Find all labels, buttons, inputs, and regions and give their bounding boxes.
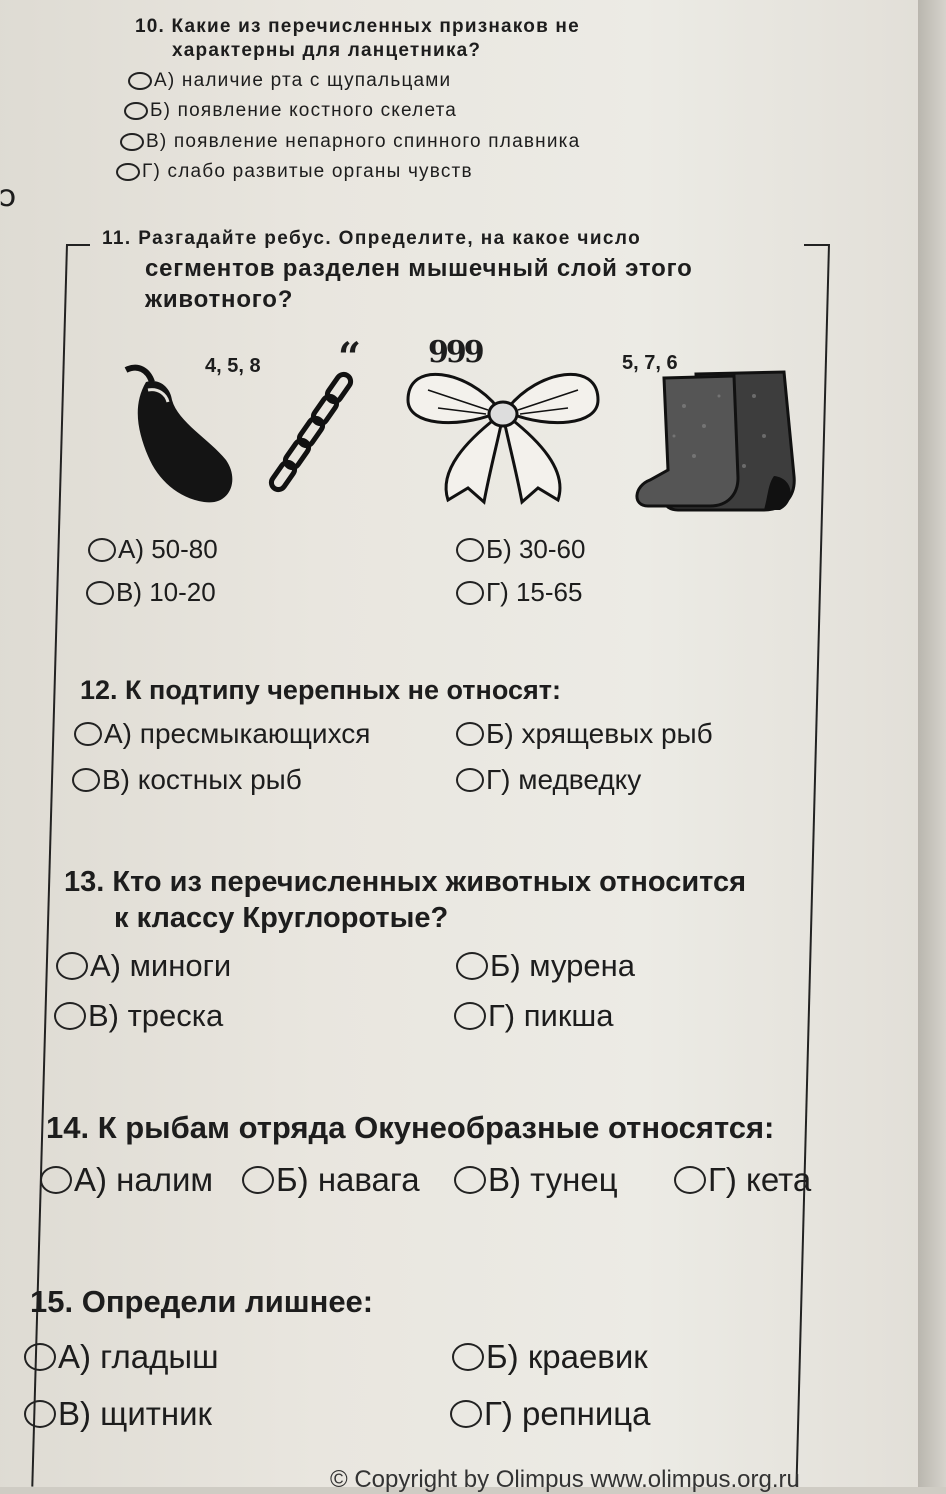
q14-title: 14. К рыбам отряда Окунеобразные относятся:	[46, 1110, 775, 1145]
rebus-clue-right: 5, 7, 6	[622, 352, 678, 374]
q15-option-c[interactable]	[24, 1395, 212, 1433]
q13-option-b[interactable]	[456, 948, 635, 984]
q13-option-b-label: Б) мурена	[490, 948, 635, 983]
q12-option-c-label: В) костных рыб	[102, 764, 302, 795]
radio-circle-icon[interactable]	[456, 538, 484, 562]
radio-circle-icon[interactable]	[72, 768, 100, 792]
q14-option-a-label: А) налим	[74, 1161, 214, 1198]
q13-option-c-label: В) треска	[88, 998, 224, 1033]
q10-option-d[interactable]	[116, 161, 473, 183]
q11-title-line2: сегментов разделен мышечный слой этого	[145, 255, 693, 282]
q12-option-d[interactable]	[456, 764, 641, 796]
q14-option-d[interactable]	[674, 1161, 811, 1199]
rebus-quote-close: 999	[428, 335, 482, 370]
radio-circle-icon[interactable]	[454, 1002, 486, 1030]
radio-circle-icon[interactable]	[456, 722, 484, 746]
q15-option-d-label: Г) репница	[484, 1395, 651, 1432]
radio-circle-icon[interactable]	[86, 581, 114, 605]
radio-circle-icon[interactable]	[452, 1343, 484, 1371]
q13-option-a[interactable]	[56, 948, 231, 984]
q11-option-b-label: Б) 30-60	[486, 534, 586, 564]
q11-option-b[interactable]	[456, 534, 585, 565]
radio-circle-icon[interactable]	[88, 538, 116, 562]
q10-title-line2: характерны для ланцетника?	[172, 40, 482, 61]
q10-option-d-label: Г) слабо развитые органы чувств	[142, 161, 473, 182]
radio-circle-icon[interactable]	[674, 1166, 706, 1194]
q11-option-d[interactable]	[456, 577, 582, 608]
q12-option-a-label: А) пресмыкающихся	[104, 718, 371, 749]
q10-option-c[interactable]	[120, 131, 580, 153]
q15-option-d[interactable]	[450, 1395, 651, 1433]
rebus-clue-left: 4, 5, 8	[205, 355, 261, 377]
q13-option-c[interactable]	[54, 998, 223, 1034]
q15-option-a[interactable]	[24, 1338, 219, 1376]
bow-icon	[398, 360, 608, 510]
q12-option-b-label: Б) хрящевых рыб	[486, 718, 713, 749]
radio-circle-icon[interactable]	[454, 1166, 486, 1194]
margin-mark: Ↄ	[0, 186, 16, 211]
radio-circle-icon[interactable]	[74, 722, 102, 746]
q15-option-c-label: В) щитник	[58, 1395, 212, 1432]
q13-option-d-label: Г) пикша	[488, 998, 614, 1033]
radio-circle-icon[interactable]	[40, 1166, 72, 1194]
radio-circle-icon[interactable]	[54, 1002, 86, 1030]
rebus-quote-open: “	[338, 334, 362, 381]
q13-title-line1: 13. Кто из перечисленных животных относится	[64, 866, 747, 898]
q10-title-line1: 10. Какие из перечисленных признаков не	[135, 16, 580, 37]
q15-option-b[interactable]	[452, 1338, 648, 1376]
q15-option-b-label: Б) краевик	[486, 1338, 648, 1375]
chain-icon	[262, 365, 362, 510]
radio-circle-icon[interactable]	[116, 163, 140, 181]
radio-circle-icon[interactable]	[124, 102, 148, 120]
q11-option-a[interactable]	[88, 534, 218, 565]
q10-option-b[interactable]	[124, 100, 457, 122]
q12-option-b[interactable]	[456, 718, 713, 750]
radio-circle-icon[interactable]	[24, 1343, 56, 1371]
q11-option-c-label: В) 10-20	[116, 577, 216, 607]
q14-option-c[interactable]	[454, 1161, 618, 1199]
q15-option-a-label: А) гладыш	[58, 1338, 219, 1375]
q10-option-a-label: А) наличие рта с щупальцами	[154, 70, 452, 91]
q14-option-a[interactable]	[40, 1161, 213, 1199]
frame-border-top-right	[804, 244, 828, 246]
radio-circle-icon[interactable]	[450, 1400, 482, 1428]
q10-option-a[interactable]	[128, 70, 451, 92]
radio-circle-icon[interactable]	[128, 72, 152, 90]
q11-option-c[interactable]	[86, 577, 216, 608]
radio-circle-icon[interactable]	[456, 581, 484, 605]
felt-boots-icon	[634, 366, 804, 516]
q11-option-d-label: Г) 15-65	[486, 577, 583, 607]
radio-circle-icon[interactable]	[56, 952, 88, 980]
q11-option-a-label: А) 50-80	[118, 534, 218, 564]
q14-option-b-label: Б) навага	[276, 1161, 420, 1198]
q13-title-line2: к классу Круглоротые?	[114, 902, 449, 934]
background-edge	[918, 0, 946, 1487]
q10-option-c-label: В) появление непарного спинного плавника	[146, 131, 581, 152]
q14-option-c-label: В) тунец	[488, 1161, 618, 1198]
radio-circle-icon[interactable]	[24, 1400, 56, 1428]
radio-circle-icon[interactable]	[456, 768, 484, 792]
q14-option-b[interactable]	[242, 1161, 420, 1199]
q10-option-b-label: Б) появление костного скелета	[150, 100, 458, 121]
q13-option-a-label: А) миноги	[90, 948, 232, 983]
radio-circle-icon[interactable]	[120, 133, 144, 151]
q13-option-d[interactable]	[454, 998, 614, 1034]
radio-circle-icon[interactable]	[456, 952, 488, 980]
q11-title-line1: 11. Разгадайте ребус. Определите, на какое число	[102, 228, 642, 249]
frame-border-top-left	[66, 244, 90, 246]
q14-option-d-label: Г) кета	[708, 1161, 812, 1198]
copyright-footer: © Copyright by Olimpus www.olimpus.org.ru	[330, 1466, 800, 1493]
q12-option-c[interactable]	[72, 764, 302, 796]
q12-option-a[interactable]	[74, 718, 370, 750]
radio-circle-icon[interactable]	[242, 1166, 274, 1194]
q11-title-line3: животного?	[145, 286, 294, 313]
q15-title: 15. Определи лишнее:	[30, 1284, 374, 1319]
q12-option-d-label: Г) медведку	[486, 764, 642, 795]
eggplant-icon	[118, 360, 248, 510]
q12-title: 12. К подтипу черепных не относят:	[80, 675, 561, 705]
